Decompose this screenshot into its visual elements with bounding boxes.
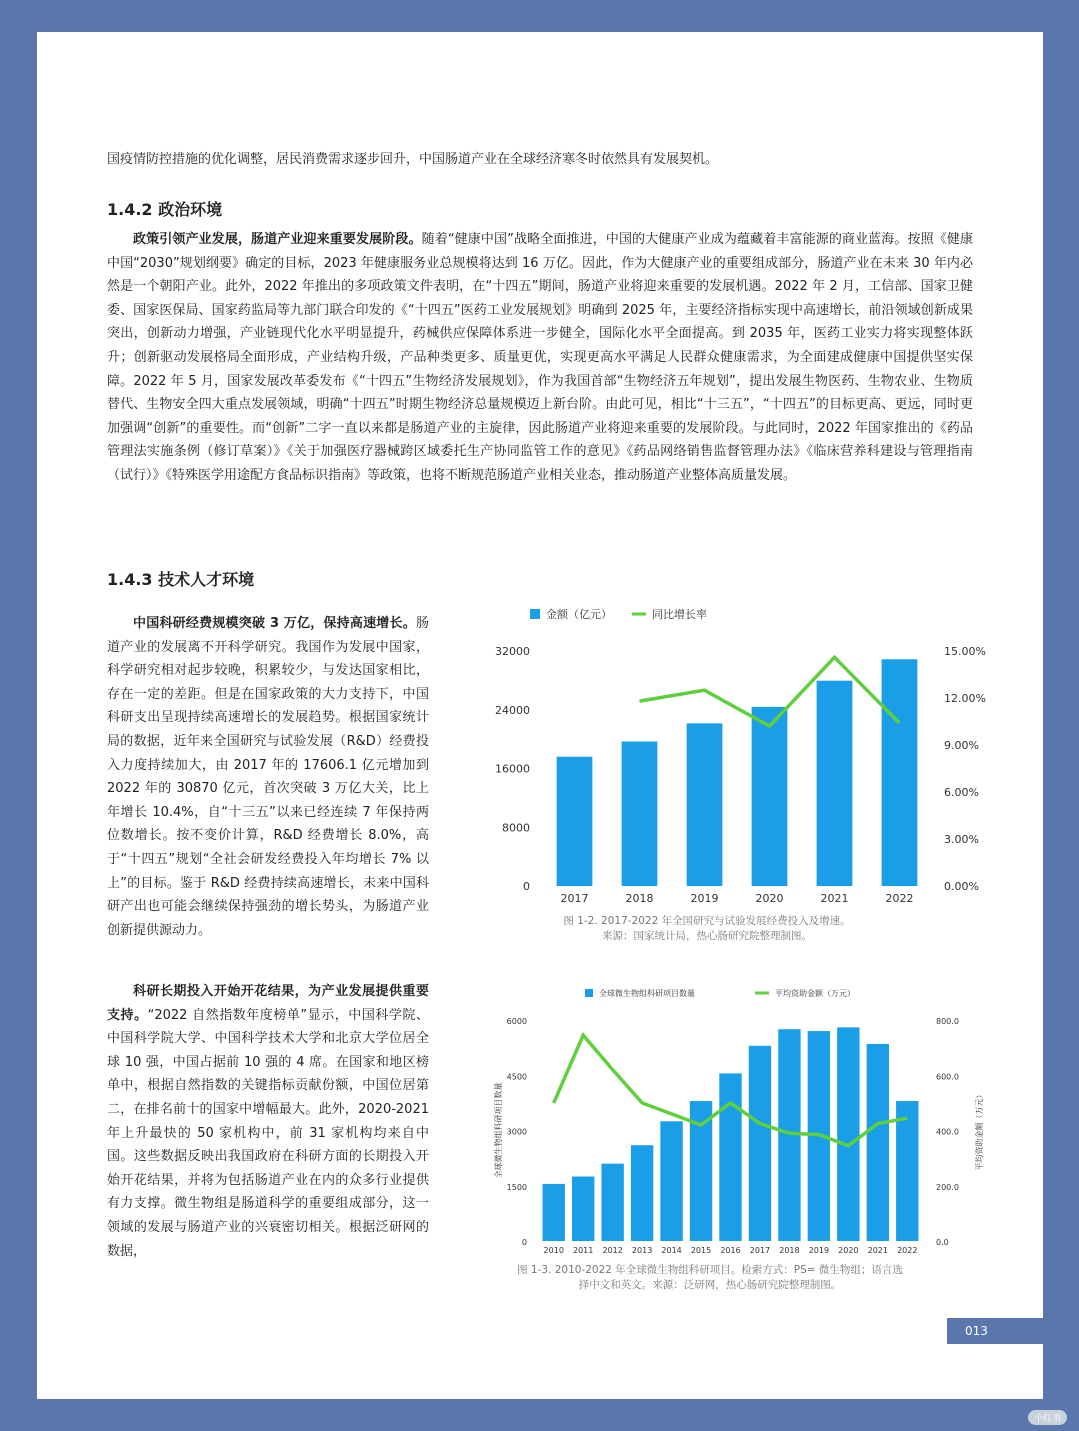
watermark-badge: 小红书 — [1028, 1410, 1067, 1425]
chart1-legend-bar-swatch — [530, 609, 540, 619]
chart2-ytick-left: 0 — [521, 1238, 527, 1247]
chart2-bar — [660, 1121, 682, 1241]
chart2-legend-bar-label: 全球微生物组科研项目数量 — [599, 989, 695, 998]
research-output-body: “2022 自然指数年度榜单”显示，中国科学院、中国科学院大学、中国科学技术大学和北京大学位居全球 10 强，中国占据前 10 强的 4 席。在国家和地区榜单中，根据自然指数的关键指标贡献份额，中国位居第二，在排名前十的国家中增幅最大。此外，2020-2021 年上升最快的 50 家机构中，前 31 家机构均来自中国。这些数据反映出我国政府在科研方面的长期投入开始开花结果，并将为包括肠道产业在内的众多行业提供有力支撑。微生物组是肠道科学的重要组成部分，这一领域的发展与肠道产业的兴衰密切相关。根据泛研网的数据， — [107, 1007, 429, 1259]
chart1-legend-line-label: 同比增长率 — [652, 608, 707, 621]
section-1-4-2-body: 随着“健康中国”战略全面推进，中国的大健康产业成为蕴藏着丰富能源的商业蓝海。按照《健康中国“2030”规划纲要》确定的目标，2023 年健康服务业总规模将达到 16 万亿。因此，作为大健康产业的重要组成部分，肠道产业在未来 30 年内必然是一个朝阳产业。此外，2022 年推出的多项政策文件表明，在“十四五”期间，肠道产业将迎来重要的发展机遇。2022 年 2 月，工信部、国家卫健委、国家医保局、国家药监局等九部门联合印发的《“十四五”医药工业发展规划》明确到 2025 年，主要经济指标实现中高速增长，前沿领域创新成果突出，创新动力增强，产业链现代化水平明显提升，药械供应保障体系进一步健全，国际化水平全面提高。到 2035 年，医药工业实力将实现整体跃升；创新驱动发展格局全面形成，产业结构升级，产品种类更多、质量更优，实现更高水平满足人民群众健康需求，为全面建成健康中国提供坚实保障。2022 年 5 月，国家发展改革委发布《“十四五”生物经济发展规划》，作为我国首部“生物经济五年规划”，提出发展生物医药、生物农业、生物质替代、生物安全四大重点发展领域，明确“十四五”时期生物经济总量规模迈上新台阶。由此可见，相比“十三五”，“十四五”的目标更高、更远，同时更加强调“创新”的重要性。而“创新”二字一直以来都是肠道产业的主旋律，因此肠道产业将迎来重要的发展阶段。与此同时，2022 年国家推出的《药品管理法实施条例（修订草案）》《关于加强医疗器械跨区域委托生产协同监管工作的意见》《药品网络销售监督管理办法》《临床营养科建设与管理指南（试行）》《特殊医学用途配方食品标识指南》等政策，也将不断规范肠道产业相关业态，推动肠道产业整体高质量发展。 — [107, 232, 973, 483]
chart2-bar — [543, 1184, 565, 1241]
chart2-bar — [896, 1101, 918, 1241]
chart2-caption-line-2: 择中文和英文。来源：泛研网，热心肠研究院整理制图。 — [578, 1279, 842, 1291]
chart1-ytick-right: 15.00% — [944, 645, 986, 658]
chart2-ytick-right: 800.0 — [936, 1017, 959, 1026]
chart1-ytick-right: 6.00% — [944, 786, 979, 799]
chart2-xtick: 2011 — [573, 1246, 594, 1255]
chart2-ytick-right: 0.0 — [936, 1238, 949, 1247]
chart1-ytick-left: 32000 — [495, 645, 530, 658]
chart2-bar — [601, 1164, 623, 1241]
rd-funding-paragraph — [107, 612, 429, 942]
section-1-4-2-title: 1.4.2 政治环境 — [107, 200, 223, 219]
chart2-xtick: 2012 — [602, 1246, 623, 1255]
chart1-bar — [882, 659, 918, 886]
chart2-bar — [631, 1145, 653, 1241]
chart2-xtick: 2015 — [690, 1246, 712, 1255]
chart2-xtick: 2020 — [838, 1246, 859, 1255]
chart1-bar — [622, 741, 658, 886]
chart1-xtick: 2018 — [625, 892, 654, 905]
chart1-caption — [477, 914, 937, 944]
chart1-ytick-right: 3.00% — [944, 833, 979, 846]
chart2-xtick: 2018 — [779, 1246, 800, 1255]
chart1-xtick: 2019 — [690, 892, 719, 905]
chart2-ytick-left: 4500 — [506, 1072, 527, 1082]
chart2-bar — [719, 1073, 741, 1241]
page-number: 013 — [947, 1318, 1043, 1344]
chart1-ytick-left: 16000 — [495, 762, 530, 776]
chart1-bar — [817, 681, 853, 886]
chart2-ytick-right: 400.0 — [936, 1127, 959, 1137]
intro-line: 国疫情防控措施的优化调整，居民消费需求逐步回升，中国肠道产业在全球经济寒冬时依然具有发展契机。 — [107, 152, 719, 167]
rd-funding-lead: 中国科研经费规模突破 3 万亿，保持高速增长。 — [133, 616, 416, 631]
chart1-xtick: 2022 — [885, 892, 914, 905]
document-page — [37, 32, 1043, 1399]
chart2-y2label: 平均资助金额（万元） — [975, 1090, 984, 1171]
rd-investment-chart — [442, 594, 986, 905]
chart2-xtick: 2022 — [897, 1246, 918, 1255]
chart1-legend-bar-label: 金额（亿元） — [546, 608, 612, 621]
chart1-xtick: 2021 — [820, 892, 849, 905]
chart2-xtick: 2017 — [749, 1246, 771, 1255]
research-output-paragraph — [107, 980, 429, 1263]
chart2-ytick-left: 1500 — [506, 1182, 527, 1192]
chart1-bar — [687, 723, 723, 886]
chart2-xtick: 2013 — [631, 1246, 653, 1255]
chart2-ytick-right: 200.0 — [936, 1182, 959, 1192]
chart1-ytick-left: 0 — [523, 880, 530, 893]
chart2-bar — [837, 1027, 859, 1241]
research-output-lead: 科研长期投入开始开花结果，为产业发展提供重要支持。 — [107, 984, 429, 1023]
chart2-ytick-left: 3000 — [506, 1127, 527, 1137]
chart2-bar — [867, 1044, 889, 1241]
chart1-bar — [557, 757, 593, 886]
chart2-xtick: 2021 — [867, 1246, 888, 1255]
chart1-ytick-left: 24000 — [495, 703, 530, 717]
chart2-legend-line-label: 平均资助金额（万元） — [775, 989, 855, 998]
chart2-bar — [749, 1046, 771, 1241]
section-1-4-3-title: 1.4.3 技术人才环境 — [107, 570, 255, 589]
chart2-ytick-right: 600.0 — [936, 1072, 959, 1082]
chart2-caption — [485, 1263, 935, 1293]
chart2-legend-bar-swatch — [585, 989, 593, 997]
chart1-caption-line-2: 来源：国家统计局，热心肠研究院整理制图。 — [602, 930, 812, 942]
chart2-xtick: 2010 — [543, 1246, 564, 1255]
chart1-ytick-right: 12.00% — [944, 692, 986, 705]
chart1-bar — [752, 707, 788, 886]
chart1-ytick-left: 8000 — [502, 821, 530, 835]
rd-funding-body: 肠道产业的发展离不开科学研究。我国作为发展中国家，科学研究相对起步较晚，积累较少，与发达国家相比，存在一定的差距。但是在国家政策的大力支持下，中国科研支出呈现持续高速增长的发展趋势。根据国家统计局的数据，近年来全国研究与试验发展（R&D）经费投入力度持续加大，由 2017 年的 17606.1 亿元增加到 2022 年的 30870 亿元，首次突破 3 万亿大关，比上年增长 10.4%，自“十三五”以来已经连续 7 年保持两位数增长。按不变价计算，R&D 经费增长 8.0%，高于“十四五”规划“全社会研发经费投入年均增长 7% 以上”的目标。鉴于 R&D 经费持续高速增长，未来中国科研产出也可能会继续保持强劲的增长势头，为肠道产业创新提供源动力。 — [107, 616, 429, 938]
section-1-4-2-paragraph — [107, 228, 973, 488]
section-1-4-2-lead: 政策引领产业发展，肠道产业迎来重要发展阶段。 — [133, 232, 422, 247]
microbiome-projects-chart — [467, 978, 984, 1258]
chart1-ytick-right: 9.00% — [944, 739, 979, 752]
chart2-xtick: 2014 — [661, 1246, 682, 1255]
chart1-caption-line-1: 图 1-2. 2017-2022 年全国研究与试验发展经费投入及增速。 — [563, 915, 851, 927]
chart2-xtick: 2016 — [720, 1246, 741, 1255]
chart2-ytick-left: 6000 — [506, 1017, 527, 1026]
chart1-xtick: 2017 — [560, 892, 589, 905]
chart1-xtick: 2020 — [755, 892, 784, 905]
chart2-bar — [572, 1177, 594, 1241]
chart2-ylabel: 全球微生物组科研项目数量 — [494, 1082, 503, 1179]
chart2-xtick: 2019 — [808, 1246, 830, 1255]
chart2-caption-line-1: 图 1-3. 2010-2022 年全球微生物组科研项目。检索方式：PS= 微生物组；语言选 — [517, 1264, 903, 1276]
chart1-ytick-right: 0.00% — [944, 880, 979, 893]
